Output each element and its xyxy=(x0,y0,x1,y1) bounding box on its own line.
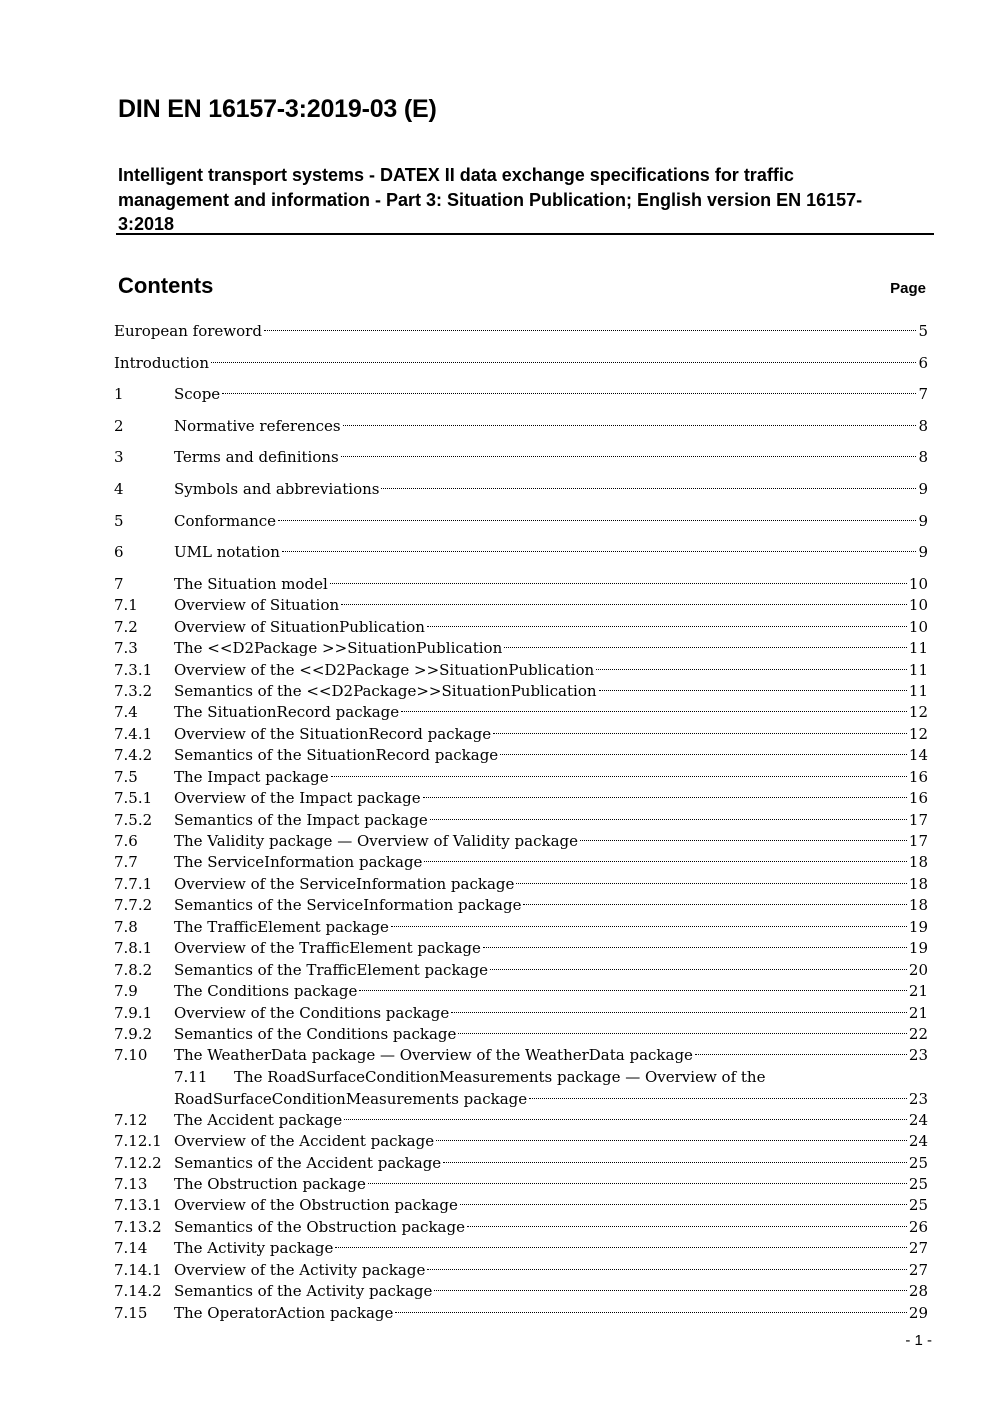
dot-leader xyxy=(423,797,907,798)
toc-entry-title[interactable]: The OperatorAction package xyxy=(174,1303,394,1322)
toc-entry-number: 7.12.1 xyxy=(114,1132,162,1151)
toc-entry[interactable] xyxy=(114,594,928,615)
dot-leader xyxy=(222,393,916,394)
toc-entry-page[interactable]: 11 xyxy=(908,639,928,658)
toc-entry[interactable] xyxy=(114,1130,928,1151)
toc-entry-page[interactable]: 5 xyxy=(918,322,928,340)
toc-entry-number: 6 xyxy=(114,543,124,562)
toc-entry-page[interactable]: 21 xyxy=(908,982,928,1001)
toc-entry-title[interactable]: Semantics of the Activity package xyxy=(174,1282,433,1301)
dot-leader xyxy=(467,1226,907,1227)
toc-entry-title[interactable]: Semantics of the ServiceInformation package xyxy=(174,896,522,915)
dot-leader xyxy=(395,1312,907,1313)
dot-leader xyxy=(458,1033,907,1034)
toc-entry-page[interactable]: 29 xyxy=(908,1303,928,1322)
toc-entry-title[interactable]: The Situation model xyxy=(174,574,328,593)
toc-entry[interactable] xyxy=(114,320,928,352)
toc-entry-number: 7.4.2 xyxy=(114,746,153,765)
dot-leader xyxy=(391,926,907,927)
toc-entry-title[interactable]: The Impact package xyxy=(174,767,329,786)
dot-leader xyxy=(368,1183,907,1184)
dot-leader xyxy=(529,1098,907,1099)
toc-entry-title[interactable]: Conformance xyxy=(174,511,277,530)
toc-entry[interactable] xyxy=(114,1173,928,1194)
toc-entry-page[interactable]: 10 xyxy=(908,574,928,593)
dot-leader xyxy=(504,647,907,648)
toc-entry-number: 7.13.1 xyxy=(114,1196,162,1215)
toc-entry-page[interactable]: 18 xyxy=(908,853,928,872)
dot-leader xyxy=(490,969,907,970)
toc-entry-title[interactable]: The Conditions package xyxy=(174,982,358,1001)
toc-entry-title[interactable]: Scope xyxy=(174,385,221,404)
toc-entry-number: 3 xyxy=(114,448,124,467)
toc-entry[interactable] xyxy=(114,1237,928,1258)
toc-entry-page[interactable]: 9 xyxy=(918,511,928,530)
toc-entry-page[interactable]: 12 xyxy=(908,703,928,722)
toc-entry-title[interactable]: Overview of the Activity package xyxy=(174,1260,426,1279)
dot-leader xyxy=(443,1162,907,1163)
toc-entry-page[interactable]: 8 xyxy=(918,416,928,435)
toc-entry-title[interactable]: The ServiceInformation package xyxy=(174,853,423,872)
toc-entry[interactable] xyxy=(114,701,928,722)
dot-leader xyxy=(523,904,906,905)
toc-entry-title[interactable]: Overview of SituationPublication xyxy=(174,617,425,636)
dot-leader xyxy=(341,604,907,605)
toc-entry-number: 5 xyxy=(114,511,124,530)
dot-leader xyxy=(427,626,907,627)
toc-entry-number: 7.7.2 xyxy=(114,896,153,915)
toc-entry-number: 7.1 xyxy=(114,596,138,615)
toc-entry-title[interactable]: The Obstruction package xyxy=(174,1175,366,1194)
dot-leader xyxy=(596,669,907,670)
toc-entry[interactable] xyxy=(114,415,928,447)
toc-entry-number: 7.14.2 xyxy=(114,1282,162,1301)
dot-leader xyxy=(430,819,907,820)
toc-entry-title[interactable]: Symbols and abbreviations xyxy=(174,479,380,498)
toc-entry[interactable] xyxy=(114,616,928,637)
toc-entry[interactable] xyxy=(114,478,928,510)
toc-entry-title[interactable]: Overview of the Obstruction package xyxy=(174,1196,458,1215)
dot-leader xyxy=(344,1119,907,1120)
toc-entry-page[interactable]: 11 xyxy=(908,660,928,679)
toc-entry-title[interactable]: Overview of the TrafficElement package xyxy=(174,939,481,958)
toc-entry-title[interactable]: The RoadSurfaceConditionMeasurements package — Overview of the xyxy=(234,1067,766,1086)
toc-entry-title[interactable]: UML notation xyxy=(174,543,280,562)
toc-entry[interactable] xyxy=(114,894,928,915)
page-number: - 1 - xyxy=(905,1332,932,1349)
toc-entry-number: 7 xyxy=(114,574,124,593)
toc-entry[interactable] xyxy=(114,659,928,680)
toc-entry-title[interactable]: Overview of Situation xyxy=(174,596,340,615)
toc-entry-title[interactable]: Overview of the Accident package xyxy=(174,1132,435,1151)
dot-leader xyxy=(493,733,907,734)
toc-entry[interactable] xyxy=(114,809,928,830)
toc-entry-number: 7.12 xyxy=(114,1110,148,1129)
toc-entry[interactable] xyxy=(114,959,928,980)
toc-entry-title[interactable]: The Activity package xyxy=(174,1239,334,1258)
dot-leader xyxy=(516,883,907,884)
dot-leader xyxy=(211,362,916,363)
dot-leader xyxy=(424,861,906,862)
dot-leader xyxy=(282,551,917,552)
toc-entry-number: 7.9 xyxy=(114,982,138,1001)
toc-entry[interactable] xyxy=(114,1302,928,1323)
toc-entry-page[interactable]: 25 xyxy=(908,1175,928,1194)
toc-entry-number: 7.11 xyxy=(174,1067,208,1086)
toc-entry-title[interactable]: The WeatherData package — Overview of the WeatherData package xyxy=(174,1046,693,1065)
toc-entry-number: 7.3.2 xyxy=(114,681,153,700)
toc-entry-title[interactable]: Terms and definitions xyxy=(174,448,339,467)
toc-entry[interactable] xyxy=(114,1194,928,1215)
toc-entry-number: 7.10 xyxy=(114,1046,148,1065)
toc-entry-number: 7.8 xyxy=(114,917,138,936)
toc-entry-page[interactable]: 9 xyxy=(918,543,928,562)
toc-entry[interactable] xyxy=(114,352,928,384)
toc-entry-page[interactable]: 17 xyxy=(908,810,928,829)
toc-entry-title[interactable]: Semantics of the TrafficElement package xyxy=(174,960,488,979)
dot-leader xyxy=(460,1204,907,1205)
toc-entry[interactable] xyxy=(114,1280,928,1301)
toc-entry[interactable] xyxy=(114,1023,928,1044)
dot-leader xyxy=(381,488,916,489)
toc-entry-number: 7.3.1 xyxy=(114,660,153,679)
toc-entry-number: 7.13 xyxy=(114,1175,148,1194)
toc-entry-page[interactable]: 16 xyxy=(908,767,928,786)
toc-entry[interactable] xyxy=(114,916,928,937)
toc-entry-number: 7.6 xyxy=(114,832,138,850)
toc-entry[interactable] xyxy=(114,1066,928,1109)
toc-entry[interactable] xyxy=(114,1002,928,1023)
toc-entry-number: 7.13.2 xyxy=(114,1217,162,1236)
toc-entry-title[interactable]: The Accident package xyxy=(174,1110,343,1129)
dot-leader xyxy=(359,990,907,991)
toc-entry[interactable] xyxy=(114,1216,928,1237)
header-divider xyxy=(116,233,934,235)
toc-entry-page[interactable]: 18 xyxy=(908,874,928,893)
toc-entry-number: 7.5 xyxy=(114,767,138,786)
toc-entry-title[interactable]: Overview of the <<D2Package >>SituationPublication xyxy=(174,660,595,679)
toc-entry-page[interactable]: 28 xyxy=(908,1282,928,1301)
toc-entry[interactable] xyxy=(114,744,928,765)
toc-entry[interactable] xyxy=(114,937,928,958)
toc-entry-number: 7.8.2 xyxy=(114,960,153,979)
page-column-label: Page xyxy=(890,280,926,297)
toc-entry-number: 1 xyxy=(114,385,124,404)
toc-entry-title[interactable]: Semantics of the Obstruction package xyxy=(174,1217,465,1236)
contents-heading: Contents xyxy=(118,273,214,298)
dot-leader xyxy=(331,776,907,777)
toc-entry-page[interactable]: 22 xyxy=(908,1024,928,1043)
dot-leader xyxy=(427,1269,907,1270)
toc-entry-page[interactable]: 26 xyxy=(908,1217,928,1236)
toc-entry-number: 7.14.1 xyxy=(114,1260,162,1279)
toc-entry-title[interactable]: Semantics of the Impact package xyxy=(174,810,428,829)
toc-entry-page[interactable]: 14 xyxy=(908,746,928,765)
toc-entry[interactable] xyxy=(114,541,928,573)
toc-entry-title[interactable]: Overview of the Conditions package xyxy=(174,1003,450,1022)
toc-entry[interactable] xyxy=(114,723,928,744)
toc-entry-title[interactable]: Overview of the ServiceInformation package xyxy=(174,874,515,893)
toc-entry-number: 7.7.1 xyxy=(114,874,153,893)
toc-entry-number: 7.9.2 xyxy=(114,1024,153,1043)
dot-leader xyxy=(330,583,907,584)
toc-entry-page[interactable]: 25 xyxy=(908,1196,928,1215)
toc-entry[interactable] xyxy=(114,851,928,872)
toc-entry[interactable] xyxy=(114,1044,928,1065)
dot-leader xyxy=(335,1247,907,1248)
toc-entry-page[interactable]: 12 xyxy=(908,724,928,743)
toc-entry[interactable] xyxy=(114,383,928,415)
toc-entry-page[interactable]: 24 xyxy=(908,1132,928,1151)
toc-entry-number: 4 xyxy=(114,479,124,498)
toc-entry-title[interactable]: Normative references xyxy=(174,416,341,435)
toc-entry-page[interactable]: 7 xyxy=(918,385,928,404)
toc-entry-page[interactable]: 10 xyxy=(908,596,928,615)
toc-entry-page[interactable]: 20 xyxy=(908,960,928,979)
dot-leader xyxy=(341,456,917,457)
toc-entry-page[interactable]: 21 xyxy=(908,1003,928,1022)
document-subtitle: Intelligent transport systems - DATEX II data exchange specifications for traffic management and information - Part 3: Situation Publication; English version EN 16157-3:2018 xyxy=(118,165,863,234)
toc-entry-page[interactable]: 9 xyxy=(918,479,928,498)
toc-entry-number: 7.7 xyxy=(114,853,138,872)
dot-leader xyxy=(343,425,917,426)
toc-entry-number: 7.4 xyxy=(114,703,138,722)
toc-entry-title[interactable]: Semantics of the <<D2Package>>SituationPublication xyxy=(174,681,597,700)
dot-leader xyxy=(278,520,916,521)
toc-entry[interactable] xyxy=(114,510,928,542)
toc-entry[interactable] xyxy=(114,1109,928,1130)
toc-entry-title[interactable]: Overview of the Impact package xyxy=(174,789,421,808)
dot-leader xyxy=(580,840,907,841)
dot-leader xyxy=(264,330,917,331)
toc-entry[interactable] xyxy=(114,766,928,787)
toc-entry-title[interactable]: Semantics of the Conditions package xyxy=(174,1024,457,1043)
toc-entry-page[interactable]: 19 xyxy=(908,917,928,936)
toc-entry-title[interactable]: The <<D2Package >>SituationPublication xyxy=(174,639,503,658)
toc-entry-number: 7.14 xyxy=(114,1239,148,1258)
dot-leader xyxy=(695,1054,907,1055)
dot-leader xyxy=(500,754,907,755)
toc-entry-page[interactable]: 23 xyxy=(908,1046,928,1065)
toc-entry-page[interactable]: 24 xyxy=(908,1110,928,1129)
toc-entry-title[interactable]: Semantics of the SituationRecord package xyxy=(174,746,499,765)
dot-leader xyxy=(451,1012,907,1013)
dot-leader xyxy=(436,1140,907,1141)
toc-entry[interactable] xyxy=(114,637,928,658)
document-id-title: DIN EN 16157-3:2019-03 (E) xyxy=(118,95,437,123)
toc-entry-title-continued[interactable]: RoadSurfaceConditionMeasurements package xyxy=(174,1089,528,1108)
toc-entry-page[interactable]: 17 xyxy=(908,832,928,850)
toc-entry-number: 7.2 xyxy=(114,617,138,636)
toc-entry-number: 2 xyxy=(114,416,124,435)
toc-entry-title[interactable]: The SituationRecord package xyxy=(174,703,400,722)
toc-entry-page[interactable]: 6 xyxy=(918,353,928,372)
toc-entry-number: 7.9.1 xyxy=(114,1003,153,1022)
table-of-contents xyxy=(114,320,928,1323)
dot-leader xyxy=(483,947,907,948)
toc-entry-number: 7.5.1 xyxy=(114,789,153,808)
toc-entry[interactable] xyxy=(114,1152,928,1173)
toc-entry-number: 7.8.1 xyxy=(114,939,153,958)
toc-entry-title[interactable]: Introduction xyxy=(114,353,209,372)
toc-entry-page[interactable]: 19 xyxy=(908,939,928,958)
dot-leader xyxy=(401,711,907,712)
toc-entry-title[interactable]: The Validity package — Overview of Validity package xyxy=(174,832,579,850)
toc-entry-number: 7.5.2 xyxy=(114,810,153,829)
toc-entry-page[interactable]: 10 xyxy=(908,617,928,636)
dot-leader xyxy=(599,690,907,691)
toc-entry-page[interactable]: 27 xyxy=(908,1239,928,1258)
toc-entry-title[interactable]: The TrafficElement package xyxy=(174,917,389,936)
toc-entry[interactable] xyxy=(114,830,928,851)
toc-entry-page[interactable]: 8 xyxy=(918,448,928,467)
toc-entry-title[interactable]: Overview of the SituationRecord package xyxy=(174,724,492,743)
toc-entry[interactable] xyxy=(114,787,928,808)
toc-entry-page[interactable]: 23 xyxy=(908,1089,928,1108)
dot-leader xyxy=(434,1290,906,1291)
toc-entry-title[interactable]: European foreword xyxy=(114,322,262,340)
toc-entry[interactable] xyxy=(114,680,928,701)
toc-entry-page[interactable]: 11 xyxy=(908,681,928,700)
toc-entry-page[interactable]: 18 xyxy=(908,896,928,915)
toc-entry[interactable] xyxy=(114,446,928,478)
toc-entry-page[interactable]: 25 xyxy=(908,1153,928,1172)
toc-entry-number: 7.15 xyxy=(114,1303,148,1322)
toc-entry-page[interactable]: 16 xyxy=(908,789,928,808)
toc-entry-number: 7.12.2 xyxy=(114,1153,162,1172)
toc-entry-page[interactable]: 27 xyxy=(908,1260,928,1279)
toc-entry-number: 7.4.1 xyxy=(114,724,153,743)
toc-entry-number: 7.3 xyxy=(114,639,138,658)
toc-entry[interactable] xyxy=(114,1259,928,1280)
toc-entry[interactable] xyxy=(114,873,928,894)
toc-entry[interactable] xyxy=(114,573,928,594)
toc-entry-title[interactable]: Semantics of the Accident package xyxy=(174,1153,442,1172)
toc-entry[interactable] xyxy=(114,980,928,1001)
